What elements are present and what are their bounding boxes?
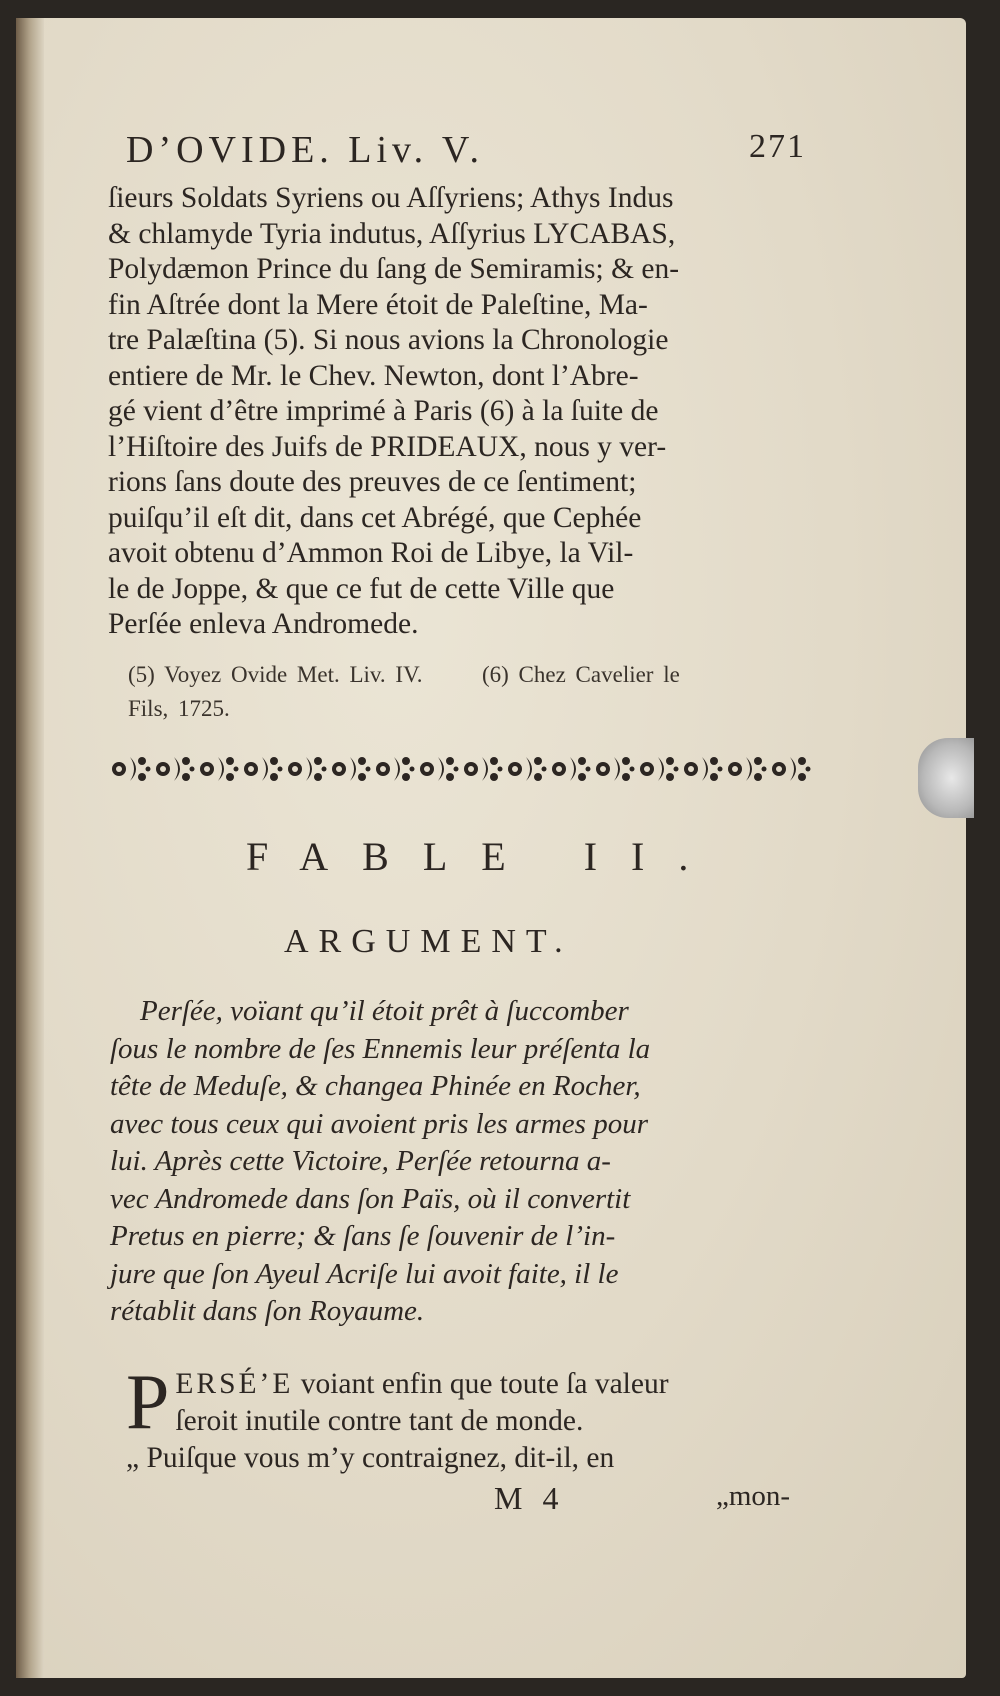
argument-line: Pretus en pierre; & ſans ſe ſouvenir de l’in- — [110, 1220, 616, 1252]
footnotes — [128, 658, 818, 726]
body-line: Polydæmon Prince du ſang de Semiramis; & en- — [108, 253, 680, 285]
body-line: Perſée enleva Andromede. — [108, 608, 419, 640]
body-line: rions ſans doute des preuves de ce ſentiment; — [108, 466, 637, 498]
argument-line: ſous le nombre de ſes Ennemis leur préſenta la — [110, 1032, 651, 1065]
argument-line: vec Andromede dans ſon Païs, où il convertit — [110, 1182, 631, 1215]
body-line: & chlamyde Tyria indutus, Aſſyrius LYCABAS, — [108, 217, 676, 250]
fable-title: FABLE II. — [246, 834, 723, 879]
opening-line-3: „ Puiſque vous m’y contraignez, dit-il, en — [126, 1442, 615, 1474]
body-line: le de Joppe, & que ce fut de cette Ville que — [108, 572, 615, 605]
argument-line: jure que ſon Ayeul Acriſe lui avoit faite, il le — [110, 1257, 619, 1290]
opening-line-1: voiant enfin que toute ſa valeur — [293, 1368, 669, 1400]
page-clip — [918, 738, 974, 818]
running-head: D’OVIDE. Liv. V. — [126, 129, 484, 171]
argument-line: avec tous ceux qui avoient pris les armes pour — [110, 1107, 649, 1140]
body-paragraph — [108, 181, 822, 643]
running-header — [126, 128, 806, 178]
body-line: ſieurs Soldats Syriens ou Aſſyriens; Athys Indus — [108, 182, 674, 214]
argument-line: tête de Meduſe, & changea Phinée en Rocher, — [110, 1070, 641, 1102]
body-line: fin Aſtrée dont la Mere étoit de Paleſtine, Ma- — [108, 288, 648, 321]
argument-line: lui. Après cette Victoire, Perſée retourna a- — [110, 1145, 611, 1177]
book-page — [16, 18, 966, 1678]
page-number: 271 — [749, 128, 806, 165]
binding-gutter — [16, 18, 44, 1678]
drop-capital: P — [126, 1358, 170, 1445]
body-line: l’Hiſtoire des Juifs de PRIDEAUX, nous y ver- — [108, 430, 667, 463]
argument-paragraph — [110, 993, 816, 1331]
fleuron-band-icon — [108, 751, 816, 787]
footnote-5: (5) Voyez Ovide Met. Liv. IV. — [128, 662, 423, 687]
argument-heading: ARGUMENT. — [284, 923, 573, 960]
opening-first-word: ERSÉ’E — [175, 1368, 294, 1400]
opening-line-2: ſeroit inutile contre tant de monde. — [175, 1405, 584, 1437]
opening-paragraph — [126, 1358, 822, 1477]
body-line: avoit obtenu d’Ammon Roi de Libye, la Vil- — [108, 537, 634, 569]
argument-line: Perſée, voïant qu’il étoit prêt à ſuccomber — [140, 995, 629, 1027]
argument-line: rétablit dans ſon Royaume. — [110, 1295, 425, 1327]
opening-line — [126, 1366, 822, 1403]
footnote-line — [128, 658, 818, 692]
signature-mark: M 4 — [494, 1480, 565, 1516]
catchword: „mon- — [716, 1480, 791, 1512]
body-line: gé vient d’être imprimé à Paris (6) à la ſuite de — [108, 395, 659, 427]
body-line: puiſqu’il eſt dit, dans cet Abrégé, que Cephée — [108, 501, 642, 534]
body-line: entiere de Mr. le Chev. Newton, dont l’Abre- — [108, 359, 639, 392]
footnote-6-continued: Fils, 1725. — [128, 696, 230, 721]
body-line: tre Palæſtina (5). Si nous avions la Chronologie — [108, 324, 669, 356]
footnote-6: (6) Chez Cavelier le — [481, 662, 680, 687]
